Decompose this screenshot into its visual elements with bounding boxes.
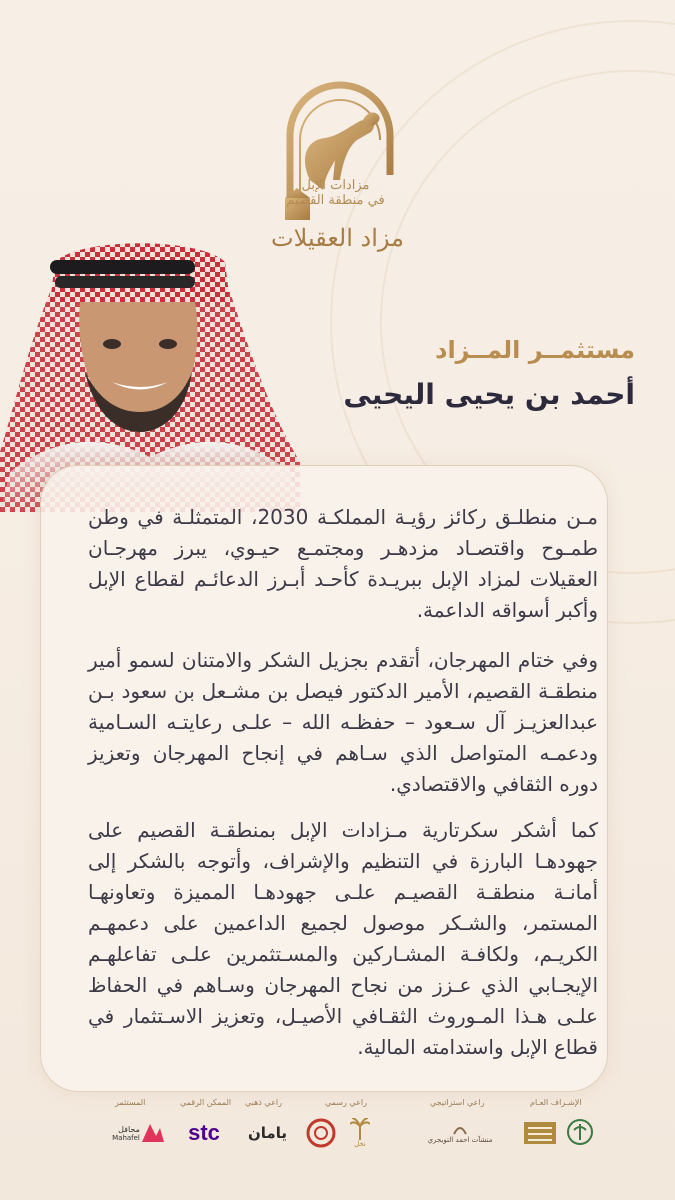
culture-logo-icon (520, 1116, 560, 1150)
mahafel-logo-text-en: Mahafel (112, 1133, 140, 1142)
label-strategic-sponsor: راعي استراتيجي (430, 1098, 485, 1107)
mahafel-logo (108, 1116, 168, 1150)
stc-logo (180, 1116, 228, 1150)
label-digital-enabler: الممكن الرقمي (180, 1098, 232, 1107)
palm-logo-text: نخل (354, 1140, 366, 1148)
mahafel-logo-text: محافل (118, 1124, 140, 1134)
official-sponsor-badge-icon (305, 1116, 337, 1150)
label-gold-sponsor: راعي ذهبي (245, 1098, 282, 1107)
label-official-sponsor: راعي رسمي (325, 1098, 367, 1107)
stc-logo-text: stc (188, 1120, 220, 1145)
paragraph-2: وفي ختام المهرجان، أتقدم بجزيل الشكر والامتنان لسمو أمير منطقـة القصيم، الأمير الدكتور فيصل بن مشـعل بن سعود بـن عبدالعزيـز آل سـعود – حفظـه الله – علـى رعايتـه السـامية ودعمـه المتواصل الذي سـاهم في إنجاح المهرجان وتعزيز دوره الثقافي والاقتصادي. (88, 648, 598, 796)
mahafel-logo-icon (142, 1124, 164, 1142)
logo-subtitle-1: مزادات الإبل (301, 178, 370, 193)
logo-name: مزاد العقيلات (271, 224, 404, 252)
label-investor: المستثمر (115, 1098, 146, 1107)
ministry-emblem-icon (565, 1116, 595, 1150)
paragraph-3: كما أشكر سكرتارية مـزادات الإبل بمنطقـة القصيم على جهودهـا البارزة في التنظيم والإشراف، وأتوجه بالشكر إلى أمانـة منطقـة القصيـم علـى جهودهـا المميزة وتعاونهـا المستمر، والشـكر موصول لجميع الداعمين على دعمهـم الكريـم، ولكافـة المشـاركين والمسـتثمرين علـى تفاعلهـم الإيجـابي الذي عـزز من نجاح المهرجان وسـاهم في الحفاظ علـى هـذا المـوروث الثقـافي الأصيـل، وتعزيز الاسـتثمار في قطاع الإبل واستدامته المالية. (88, 818, 598, 1059)
investor-role-label: مستثمــر المــزاد (435, 336, 635, 364)
yaman-logo (245, 1116, 290, 1150)
tuwaijri-logo (420, 1116, 500, 1150)
yaman-logo-text: يامان (248, 1124, 287, 1142)
logo-subtitle (248, 178, 423, 208)
palm-logo-icon (345, 1116, 375, 1150)
label-general-supervision: الإشـراف العـام (530, 1098, 582, 1107)
logo-subtitle-2: في منطقة القصيم (286, 193, 385, 208)
sponsors-footer (40, 1098, 595, 1158)
mahafel-logo-texts (112, 1125, 140, 1142)
paragraph-1: مـن منطلـق ركائز رؤيـة المملكـة 2030، المتمثلـة في وطن طمـوح واقتصـاد مزدهـر ومجتمـع حيـوي، يبرز مهرجـان العقيلات لمزاد الإبل ببريـدة كأحـد أبـرز الدعائـم لقطاع الإبل وأكبر أسواقه الداعمة. (88, 505, 599, 622)
tuwaijri-logo-text: منشآت احمد التويجري (427, 1136, 493, 1144)
investor-name: أحمد بن يحيى اليحيى (343, 378, 635, 411)
